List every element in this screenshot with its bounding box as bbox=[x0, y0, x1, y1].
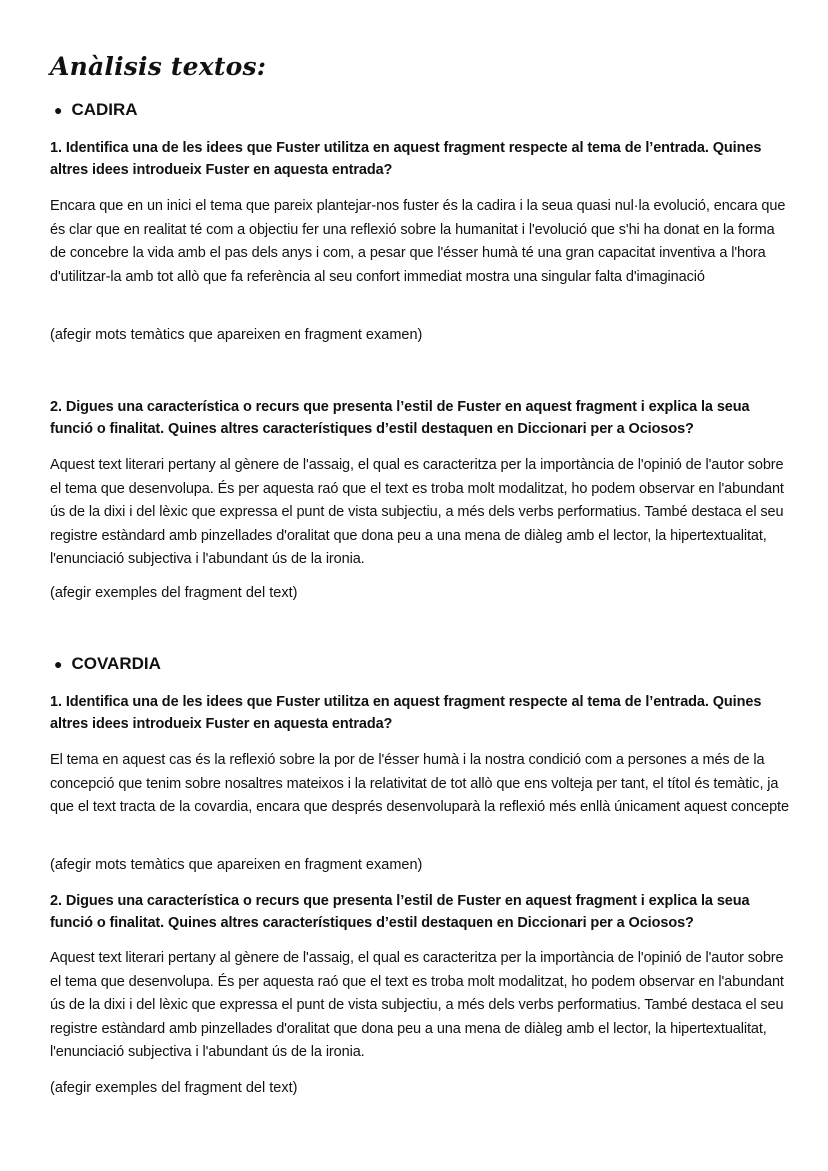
answer-2: Aquest text literari pertany al gènere de l'assaig, el qual es caracteritza per la importància de l'opinió de l'autor sobre el tema que desenvolupa. És per aquesta raó que el text es troba molt modalitzat, ho podem observar en l'abundant ús de la dixi i del lèxic que expressa el punt de vista subjectiu, a més dels verbs performatius. També destaca el seu registre estàndard amb pinzellades d'oralitat que dona peu a una mena de diàleg amb el lector, la hipertextualitat, l'enunciació subjectiva i l'abundant ús de la ironia. bbox=[50, 950, 784, 1060]
note-1: (afegir mots temàtics que apareixen en fragment examen) bbox=[50, 857, 423, 873]
question-1: 1. Identifica una de les idees que Fuster utilitza en aquest fragment respecte al tema de l’entrada. Quines altres idees introdueix Fuster en aquesta entrada? bbox=[50, 694, 762, 732]
bullet-icon: ● bbox=[54, 102, 63, 118]
note-1: (afegir mots temàtics que apareixen en fragment examen) bbox=[50, 327, 423, 343]
note-2: (afegir exemples del fragment del text) bbox=[50, 585, 298, 601]
section-heading-cadira bbox=[54, 98, 794, 122]
answer-1: El tema en aquest cas és la reflexió sobre la por de l'ésser humà i la nostra condició com a persones a més de la concepció que tenim sobre nosaltres mateixos i la relativitat de tot allò que ens volteja per tant, el títol és temàtic, ja que el text tracta de la covardia, encara que després desenvoluparà la reflexió més enllà únicament aquest concepte bbox=[50, 752, 789, 815]
page-title: Anàlisis textos: bbox=[50, 52, 267, 81]
section-title: CADIRA bbox=[71, 100, 138, 119]
section-title: COVARDIA bbox=[71, 654, 161, 673]
answer-2: Aquest text literari pertany al gènere de l'assaig, el qual es caracteritza per la importància de l'opinió de l'autor sobre el tema que desenvolupa. És per aquesta raó que el text es troba molt modalitzat, ho podem observar en l'abundant ús de la dixi i del lèxic que expressa el punt de vista subjectiu, a més dels verbs performatius. També destaca el seu registre estàndard amb pinzellades d'oralitat que dona peu a una mena de diàleg amb el lector, la hipertextualitat, l'enunciació subjectiva i l'abundant ús de la ironia. bbox=[50, 457, 784, 567]
answer-1: Encara que en un inici el tema que pareix plantejar-nos fuster és la cadira i la seua quasi nul·la evolució, encara que és clar que en realitat té com a objectiu fer una reflexió sobre la humanitat i l'evolució que s'hi ha donat en la forma de concebre la vida amb el pas dels anys i com, a pesar que l'ésser humà té una gran capacitat inventiva a l'hora d'utilitzar-la amb tot allò que fa referència al seu confort immediat mostra una singular falta d'imaginació bbox=[50, 198, 786, 285]
question-1: 1. Identifica una de les idees que Fuster utilitza en aquest fragment respecte al tema de l’entrada. Quines altres idees introdueix Fuster en aquesta entrada? bbox=[50, 140, 762, 178]
note-2: (afegir exemples del fragment del text) bbox=[50, 1080, 298, 1096]
question-2: 2. Digues una característica o recurs que presenta l’estil de Fuster en aquest fragment i explica la seua funció o finalitat. Quines altres característiques d’estil destaquen en Diccionari per a Ociosos? bbox=[50, 399, 750, 437]
bullet-icon: ● bbox=[54, 656, 63, 672]
question-2: 2. Digues una característica o recurs que presenta l’estil de Fuster en aquest fragment i explica la seua funció o finalitat. Quines altres característiques d’estil destaquen en Diccionari per a Ociosos? bbox=[50, 893, 750, 931]
section-heading-covardia bbox=[54, 652, 794, 676]
